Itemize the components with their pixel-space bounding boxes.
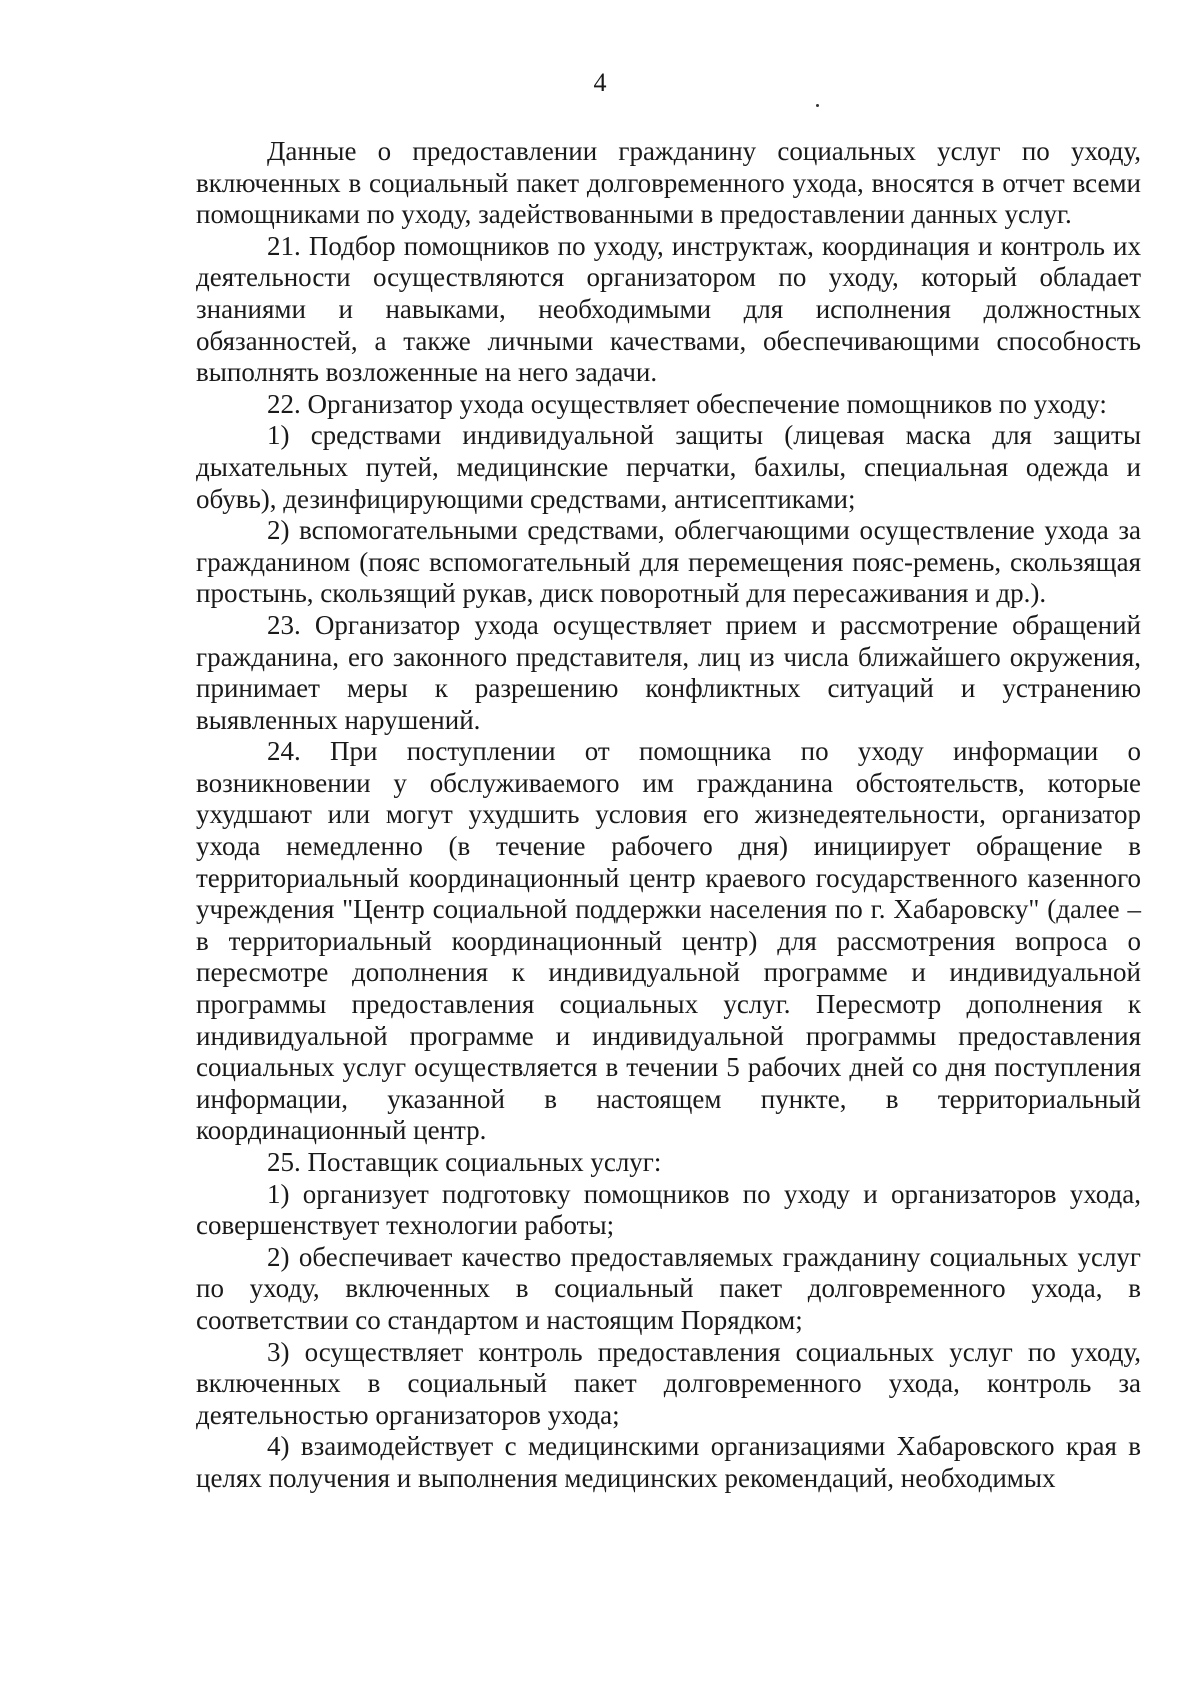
scan-speck xyxy=(816,104,819,107)
document-body xyxy=(196,136,1141,1495)
paragraph-intro: Данные о предоставлении гражданину социальных услуг по уходу, включенных в социальный пакет долговременного ухода, вносятся в отчет всеми помощниками по уходу, задействованными в предоставлении данных услуг. xyxy=(196,136,1141,230)
page-number: 4 xyxy=(593,68,607,97)
paragraph-24: 24. При поступлении от помощника по уходу информации о возникновении у обслуживаемого им гражданина обстоятельств, которые ухудшают или могут ухудшить условия его жизнедеятельности, организатор ухода немедленно (в течение рабочего дня) инициирует обращение в территориальный координационный центр краевого государственного казенного учреждения "Центр социальной поддержки населения по г. Хабаровску" (далее – в территориальный координационный центр) для рассмотрения вопроса о пересмотре дополнения к индивидуальной программе и индивидуальной программы предоставления социальных услуг. Пересмотр дополнения к индивидуальной программе и индивидуальной программы предоставления социальных услуг осуществляется в течении 5 рабочих дней со дня поступления информации, указанной в настоящем пункте, в территориальный координационный центр. xyxy=(196,736,1141,1146)
paragraph-22-item-1: 1) средствами индивидуальной защиты (лицевая маска для защиты дыхательных путей, медицинские перчатки, бахилы, специальная одежда и обувь), дезинфицирующими средствами, антисептиками; xyxy=(196,420,1141,514)
paragraph-25: 25. Поставщик социальных услуг: xyxy=(267,1147,662,1177)
paragraph-21: 21. Подбор помощников по уходу, инструктаж, координация и контроль их деятельности осуществляются организатором по уходу, который обладает знаниями и навыками, необходимыми для исполнения должностных обязанностей, а также личными качествами, обеспечивающими способность выполнять возложенные на него задачи. xyxy=(196,230,1141,388)
paragraph-23: 23. Организатор ухода осуществляет прием и рассмотрение обращений гражданина, его законного представителя, лиц из числа ближайшего окружения, принимает меры к разрешению конфликтных ситуаций и устранению выявленных нарушений. xyxy=(196,609,1141,735)
paragraph-25-item-1: 1) организует подготовку помощников по уходу и организаторов ухода, совершенствует технологии работы; xyxy=(196,1178,1141,1241)
paragraph-25-item-3: 3) осуществляет контроль предоставления социальных услуг по уходу, включенных в социальный пакет долговременного ухода, контроль за деятельностью организаторов ухода; xyxy=(196,1336,1141,1430)
paragraph-22: 22. Организатор ухода осуществляет обеспечение помощников по уходу: xyxy=(267,388,1107,419)
paragraph-22-item-2: 2) вспомогательными средствами, облегчающими осуществление ухода за гражданином (пояс вспомогательный для перемещения пояс-ремень, скользящая простынь, скользящий рукав, диск поворотный для пересаживания и др.). xyxy=(196,515,1141,609)
paragraph-25-item-2: 2) обеспечивает качество предоставляемых гражданину социальных услуг по уходу, включенных в социальный пакет долговременного ухода, в соответствии со стандартом и настоящим Порядком; xyxy=(196,1241,1141,1335)
paragraph-25-item-4: 4) взаимодействует с медицинскими организациями Хабаровского края в целях получения и выполнения медицинских рекомендаций, необходимых xyxy=(196,1431,1141,1493)
